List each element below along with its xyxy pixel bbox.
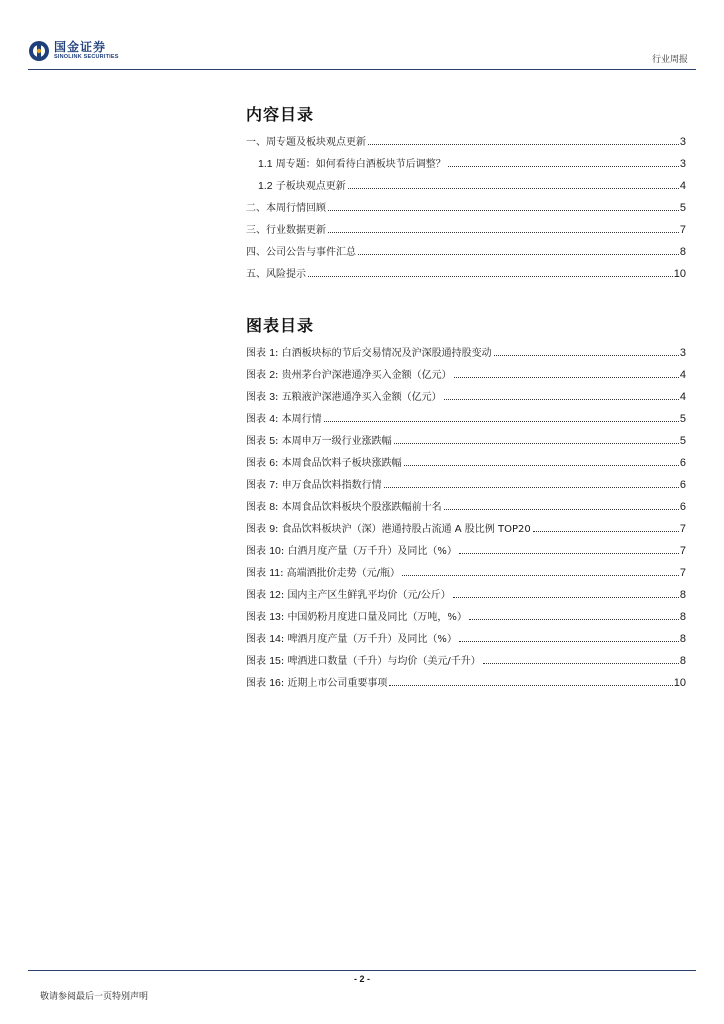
- figure-title: 中国奶粉月度进口量及同比（万吨，%）: [287, 612, 467, 623]
- toc-entry-text: 四、公司公告与事件汇总: [246, 247, 356, 258]
- figure-number: 5: [269, 435, 276, 447]
- figure-title: 啤酒进口数量（千升）与均价（美元/千升）: [287, 656, 481, 667]
- figure-entry[interactable]: [246, 403, 686, 425]
- figure-entry-page: 6: [679, 457, 686, 469]
- figure-title: 白酒板块标的节后交易情况及沪深股通持股变动: [281, 348, 492, 359]
- figure-title: 食品饮料板块沪（深）港通持股占流通 A 股比例 TOP20: [281, 524, 531, 535]
- figure-entry-page: 7: [679, 545, 686, 557]
- figure-entry-label: 图表 12: 国内主产区生鲜乳平均价（元/公斤）: [246, 589, 451, 601]
- figure-entry[interactable]: [246, 579, 686, 601]
- sinolink-logo-icon: [28, 40, 50, 62]
- dot-leader: [404, 465, 679, 466]
- header-divider: [28, 69, 696, 70]
- figure-title: 白酒月度产量（万千升）及同比（%）: [287, 546, 457, 557]
- toc-entry-page: 3: [679, 136, 686, 148]
- figure-entry-label: 图表 11: 高端酒批价走势（元/瓶）: [246, 567, 401, 579]
- contents-list: [246, 126, 686, 280]
- figure-title: 高端酒批价走势（元/瓶）: [286, 568, 401, 579]
- figure-number: 16: [269, 677, 281, 689]
- figure-entry[interactable]: [246, 601, 686, 623]
- toc-entry-page: 5: [679, 202, 686, 214]
- figure-entry[interactable]: [246, 491, 686, 513]
- toc-entry-label: [246, 265, 308, 280]
- figure-title: 国内主产区生鲜乳平均价（元/公斤）: [287, 590, 451, 601]
- figure-prefix: 图表: [246, 458, 266, 469]
- figure-entry-label: 图表 5: 本周申万一级行业涨跌幅: [246, 435, 392, 447]
- toc-entry[interactable]: [246, 258, 686, 280]
- figure-number: 4: [269, 413, 276, 425]
- figure-prefix: 图表: [246, 480, 266, 491]
- dot-leader: [454, 377, 679, 378]
- toc-entry[interactable]: [246, 214, 686, 236]
- toc-entry-label: [246, 155, 448, 170]
- figure-number: 6: [269, 457, 276, 469]
- report-type-label: 行业周报: [651, 55, 688, 65]
- figure-entry[interactable]: [246, 381, 686, 403]
- figure-prefix: 图表: [246, 370, 266, 381]
- figure-entry-page: 4: [679, 391, 686, 403]
- dot-leader: [368, 144, 679, 145]
- dot-leader: [533, 531, 679, 532]
- figure-number: 13: [269, 611, 281, 623]
- figure-prefix: 图表: [246, 436, 266, 447]
- toc-entry-label: [246, 133, 368, 148]
- figure-entry-page: 7: [679, 567, 686, 579]
- dot-leader: [358, 254, 679, 255]
- contents-title: 内容目录: [246, 105, 315, 124]
- dot-leader: [389, 685, 672, 686]
- figure-entry-page: 6: [679, 479, 686, 491]
- toc-entry-text: 子板块观点更新: [275, 181, 346, 192]
- figure-entry[interactable]: [246, 469, 686, 491]
- figure-entry[interactable]: [246, 535, 686, 557]
- figure-entry-page: 6: [679, 501, 686, 513]
- figure-entry-page: 3: [679, 347, 686, 359]
- figure-entry-page: 8: [679, 611, 686, 623]
- toc-entry[interactable]: [246, 236, 686, 258]
- figure-entry-label: 图表 3: 五粮液沪深港通净买入金额（亿元）: [246, 391, 442, 403]
- toc-entry[interactable]: [246, 192, 686, 214]
- logo-english-name: SINOLINK SECURITIES: [54, 54, 119, 61]
- figure-title: 五粮液沪深港通净买入金额（亿元）: [281, 392, 442, 403]
- dot-leader: [444, 399, 679, 400]
- dot-leader: [324, 421, 679, 422]
- figure-entry-label: 图表 16: 近期上市公司重要事项: [246, 677, 388, 689]
- toc-entry-page: 3: [679, 158, 686, 170]
- figure-prefix: 图表: [246, 568, 266, 579]
- figures-list: [246, 337, 686, 689]
- figure-entry[interactable]: [246, 359, 686, 381]
- figure-number: 11: [269, 567, 281, 579]
- figure-number: 15: [269, 655, 281, 667]
- figure-entry-page: 7: [679, 523, 686, 535]
- toc-entry-page: 4: [679, 180, 686, 192]
- toc-entry[interactable]: [246, 126, 686, 148]
- dot-leader: [448, 166, 679, 167]
- figure-title: 本周食品饮料子板块涨跌幅: [281, 458, 402, 469]
- figure-title: 申万食品饮料指数行情: [281, 480, 382, 491]
- figure-number: 3: [269, 391, 276, 403]
- figure-title: 本周行情: [281, 414, 322, 425]
- figure-entry[interactable]: [246, 337, 686, 359]
- figure-prefix: 图表: [246, 612, 266, 623]
- figure-entry[interactable]: [246, 645, 686, 667]
- figure-prefix: 图表: [246, 524, 266, 535]
- figure-entry[interactable]: [246, 623, 686, 645]
- figure-entry-label: 图表 1: 白酒板块标的节后交易情况及沪深股通持股变动: [246, 347, 492, 359]
- figure-number: 1: [269, 347, 276, 359]
- toc-entry-label: [246, 221, 328, 236]
- dot-leader: [394, 443, 679, 444]
- toc-entry-label: [246, 177, 348, 192]
- figure-prefix: 图表: [246, 502, 266, 513]
- figure-title: 本周食品饮料板块个股涨跌幅前十名: [281, 502, 442, 513]
- toc-entry[interactable]: [246, 148, 686, 170]
- logo-chinese-name: 国金证券: [54, 40, 107, 55]
- figure-entry-label: 图表 4: 本周行情: [246, 413, 322, 425]
- figure-number: 10: [269, 545, 281, 557]
- toc-entry-page: 10: [673, 268, 686, 280]
- toc-entry-page: 7: [679, 224, 686, 236]
- toc-entry-text: 一、周专题及板块观点更新: [246, 137, 366, 148]
- figure-entry-label: 图表 9: 食品饮料板块沪（深）港通持股占流通 A 股比例 TOP20: [246, 523, 531, 535]
- figure-entry-label: 图表 8: 本周食品饮料板块个股涨跌幅前十名: [246, 501, 442, 513]
- figure-entry-label: 图表 7: 申万食品饮料指数行情: [246, 479, 382, 491]
- figure-title: 近期上市公司重要事项: [287, 678, 388, 689]
- figure-prefix: 图表: [246, 546, 266, 557]
- dot-leader: [459, 641, 679, 642]
- figure-entry[interactable]: [246, 667, 686, 689]
- figure-entry-page: 5: [679, 413, 686, 425]
- toc-entry-text: 五、风险提示: [246, 269, 306, 280]
- figure-entry-page: 8: [679, 655, 686, 667]
- dot-leader: [384, 487, 679, 488]
- figure-title: 啤酒月度产量（万千升）及同比（%）: [287, 634, 457, 645]
- dot-leader: [348, 188, 679, 189]
- figure-prefix: 图表: [246, 656, 266, 667]
- toc-entry-text: 二、本周行情回顾: [246, 203, 326, 214]
- figure-entry-page: 10: [673, 677, 686, 689]
- figure-entry-label: 图表 10: 白酒月度产量（万千升）及同比（%）: [246, 545, 457, 557]
- dot-leader: [483, 663, 679, 664]
- figures-title: 图表目录: [246, 316, 315, 335]
- figure-prefix: 图表: [246, 590, 266, 601]
- toc-entry-label: [246, 243, 358, 258]
- figure-prefix: 图表: [246, 634, 266, 645]
- figure-prefix: 图表: [246, 678, 266, 689]
- toc-entry-number: 1.1: [258, 158, 273, 170]
- figure-prefix: 图表: [246, 348, 266, 359]
- figure-number: 12: [269, 589, 281, 601]
- dot-leader: [444, 509, 679, 510]
- figure-entry-page: 4: [679, 369, 686, 381]
- dot-leader: [459, 553, 679, 554]
- figure-entry-label: 图表 2: 贵州茅台沪深港通净买入金额（亿元）: [246, 369, 452, 381]
- disclaimer-text: 敬请参阅最后一页特别声明: [40, 992, 149, 1002]
- figure-number: 2: [269, 369, 276, 381]
- figure-number: 14: [269, 633, 281, 645]
- figure-entry-label: 图表 13: 中国奶粉月度进口量及同比（万吨，%）: [246, 611, 467, 623]
- figure-prefix: 图表: [246, 392, 266, 403]
- figure-entry-page: 5: [679, 435, 686, 447]
- figure-prefix: 图表: [246, 414, 266, 425]
- figure-title: 贵州茅台沪深港通净买入金额（亿元）: [281, 370, 452, 381]
- dot-leader: [328, 210, 679, 211]
- footer-divider: [28, 970, 696, 971]
- dot-leader: [469, 619, 679, 620]
- dot-leader: [328, 232, 679, 233]
- figure-entry[interactable]: [246, 447, 686, 469]
- figure-entry[interactable]: [246, 513, 686, 535]
- figure-entry-page: 8: [679, 589, 686, 601]
- toc-entry-number: 1.2: [258, 180, 273, 192]
- page-number: - 2 -: [353, 974, 370, 984]
- figure-entry[interactable]: [246, 425, 686, 447]
- dot-leader: [308, 276, 673, 277]
- toc-entry-text: 周专题：如何看待白酒板块节后调整？: [275, 159, 446, 170]
- dot-leader: [453, 597, 679, 598]
- figure-entry-label: 图表 14: 啤酒月度产量（万千升）及同比（%）: [246, 633, 457, 645]
- toc-entry-page: 8: [679, 246, 686, 258]
- figure-entry[interactable]: [246, 557, 686, 579]
- figure-number: 7: [269, 479, 276, 491]
- dot-leader: [494, 355, 679, 356]
- figure-title: 本周申万一级行业涨跌幅: [281, 436, 392, 447]
- toc-entry-label: [246, 199, 328, 214]
- figure-entry-label: 图表 6: 本周食品饮料子板块涨跌幅: [246, 457, 402, 469]
- figure-entry-label: 图表 15: 啤酒进口数量（千升）与均价（美元/千升）: [246, 655, 481, 667]
- figure-entry-page: 8: [679, 633, 686, 645]
- company-logo: [28, 40, 119, 62]
- dot-leader: [402, 575, 679, 576]
- toc-entry[interactable]: [246, 170, 686, 192]
- page-header: [0, 0, 724, 70]
- figure-number: 9: [269, 523, 276, 535]
- toc-entry-text: 三、行业数据更新: [246, 225, 326, 236]
- figure-number: 8: [269, 501, 276, 513]
